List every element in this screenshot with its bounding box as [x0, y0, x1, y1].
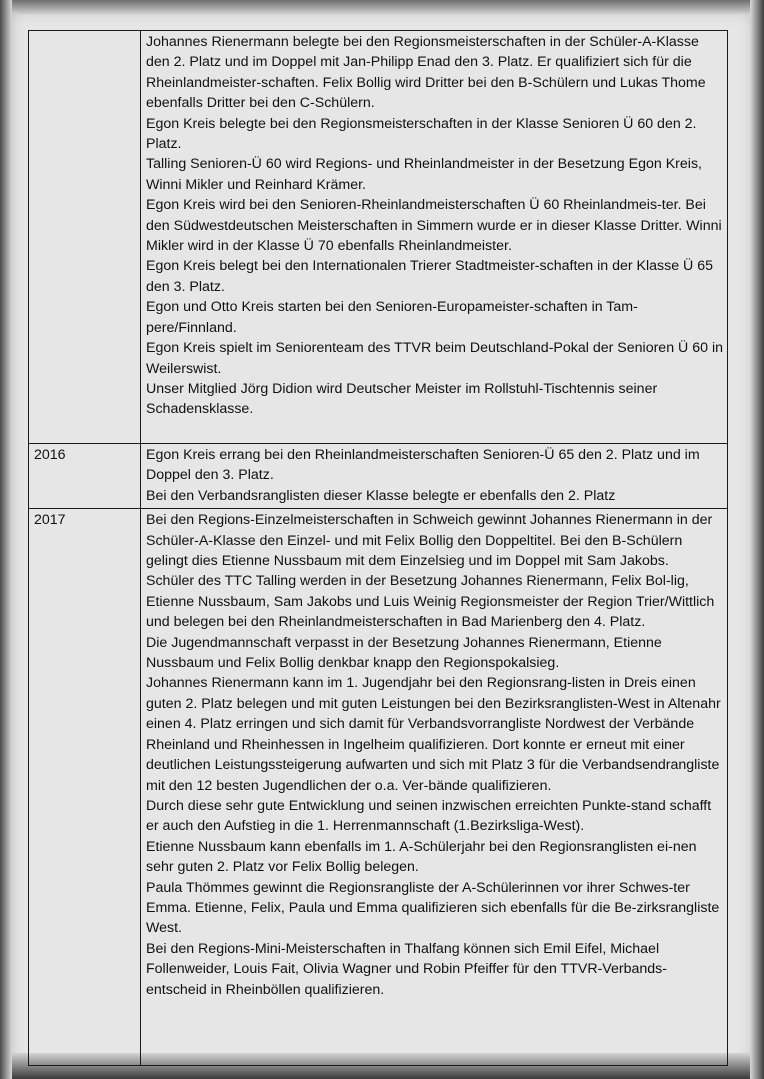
entry-paragraph: Etienne Nussbaum kann ebenfalls im 1. A-Schülerjahr bei den Regionsranglisten ei-nen sehr guten 2. Platz vor Felix Bollig belegen. — [146, 838, 697, 876]
scan-edge-left — [0, 0, 12, 1079]
table-row — [29, 509, 728, 1066]
entry-cell — [141, 509, 728, 1066]
entry-paragraph: Paula Thömmes gewinnt die Regionsrangliste der A-Schülerinnen vor ihrer Schwes-ter Emma. Etienne, Felix, Paula und Emma qualifizieren sich ebenfalls für die Be-zirksrangliste West. — [146, 879, 720, 937]
table-row — [29, 31, 728, 444]
entry-paragraph: Egon Kreis belegt bei den Internationalen Trierer Stadtmeister-schaften in der Klasse Ü 65 den 3. Platz. — [146, 258, 714, 295]
entry-paragraph: Die Jugendmannschaft verpasst in der Besetzung Johannes Rienermann, Etienne Nussbaum und Felix Bollig denkbar knapp den Regionspokalsieg. — [146, 634, 662, 672]
entry-paragraph: Egon Kreis belegte bei den Regionsmeisterschaften in der Klasse Senioren Ü 60 den 2. Platz. — [146, 115, 697, 153]
entry-cell — [141, 444, 728, 509]
scan-edge-top — [0, 0, 764, 14]
scan-edge-right — [750, 0, 764, 1079]
entry-paragraph: Durch diese sehr gute Entwicklung und seinen inzwischen erreichten Punkte-stand schafft er auch den Aufstieg in die 1. Herrenmannschaft (1.Bezirksliga-West). — [146, 797, 712, 835]
entry-paragraph: Bei den Regions-Einzelmeisterschaften in Schweich gewinnt Johannes Rienermann in der Schüler-A-Klasse den Einzel- und mit Felix Bollig den Doppeltitel. Bei den B-Schülern gelingt dies Etienne Nussbaum mit dem Einzelsieg und im Doppel mit Sam Jakobs. — [146, 512, 713, 570]
entry-paragraph: Egon Kreis wird bei den Senioren-Rheinlandmeisterschaften Ü 60 Rheinlandmeis-ter. Bei den Südwestdeutschen Meisterschaften in Simmern wurde er in dieser Klasse Dritter. Winni Mikler wird in der Klasse Ü 70 ebenfalls Rheinlandmeister. — [146, 197, 722, 255]
table-row — [29, 444, 728, 509]
entry-paragraph: Johannes Rienermann kann im 1. Jugendjahr bei den Regionsrang-listen in Dreis einen guten 2. Platz belegen und mit guten Leistungen bei den Bezirksranglisten-West in Altenahr einen 4. Platz erringen und sich damit für Verbandsvorrangliste Nordwest der Verbände Rheinland und Rheinhessen in Ingelheim qualifizieren. Dort konnte er erneut mit einer deutlichen Leistungssteigerung aufwarten und sich mit Platz 3 für die Verbandsendrangliste mit den 12 besten Jugendlichen der o.a. Ver-bände qualifizieren. — [146, 675, 721, 794]
year-cell: 2017 — [29, 509, 141, 1066]
year-cell — [29, 31, 141, 444]
entry-paragraph: Bei den Regions-Mini-Meisterschaften in Thalfang können sich Emil Eifel, Michael Follenweider, Louis Fait, Olivia Wagner und Robin Pfeiffer für den TTVR-Verbands-entscheid in Rheinböllen qualifizieren. — [146, 940, 667, 998]
entry-paragraph: Unser Mitglied Jörg Didion wird Deutscher Meister im Rollstuhl-Tischtennis seiner Schadensklasse. — [146, 380, 658, 418]
entry-paragraph: Egon und Otto Kreis starten bei den Senioren-Europameister-schaften in Tam-pere/Finnland. — [146, 299, 638, 336]
chronicle-table — [28, 30, 728, 1066]
entry-cell — [141, 31, 728, 444]
entry-paragraph: Talling Senioren-Ü 60 wird Regions- und Rheinlandmeister in der Besetzung Egon Kreis, Winni Mikler und Reinhard Krämer. — [146, 156, 702, 193]
entry-paragraph: Johannes Rienermann belegte bei den Regionsmeisterschaften in der Schüler-A-Klasse den 2. Platz und im Doppel mit Jan-Philipp Enad den 3. Platz. Er qualifiziert sich für die Rheinlandmeister-schaften. Felix Bollig wird Dritter bei den B-Schülern und Lukas Thome ebenfalls Dritter bei den C-Schülern. — [146, 34, 706, 112]
entry-paragraph: Schüler des TTC Talling werden in der Besetzung Johannes Rienermann, Felix Bol-lig, Etienne Nussbaum, Sam Jakobs und Luis Weinig Regionsmeister der Region Trier/Wittlich und belegen bei den Rheinlandmeisterschaften in Bad Marienberg den 4. Platz. — [146, 573, 715, 631]
entry-paragraph: Bei den Verbandsranglisten dieser Klasse belegte er ebenfalls den 2. Platz — [146, 487, 616, 504]
entry-paragraph: Egon Kreis errang bei den Rheinlandmeisterschaften Senioren-Ü 65 den 2. Platz und im Doppel den 3. Platz. — [146, 447, 700, 484]
entry-paragraph: Egon Kreis spielt im Seniorenteam des TTVR beim Deutschland-Pokal der Senioren Ü 60 in Weilerswist. — [146, 340, 723, 377]
year-cell: 2016 — [29, 444, 141, 509]
